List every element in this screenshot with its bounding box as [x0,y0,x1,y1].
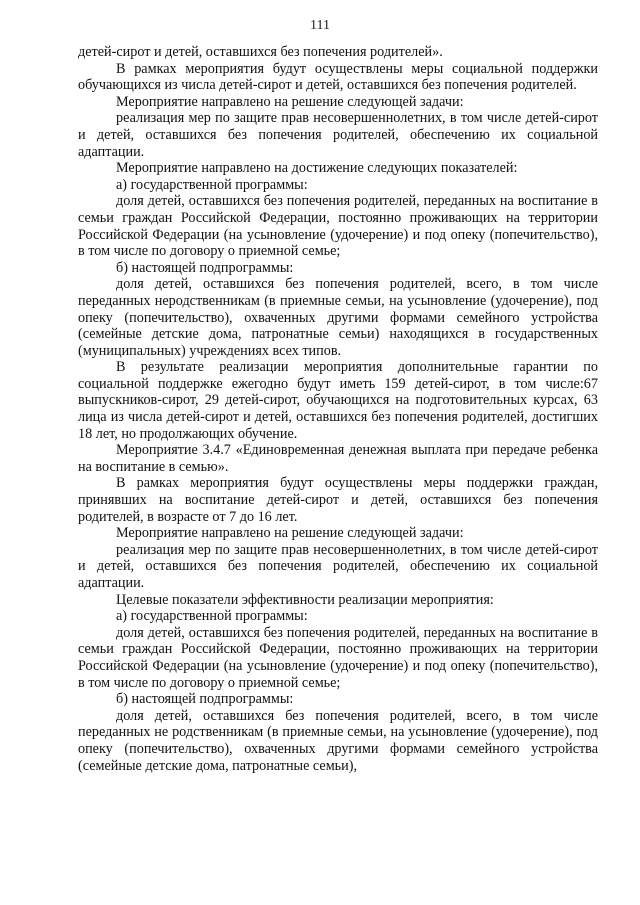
paragraph: В рамках мероприятия будут осуществлены меры поддержки граждан, принявших на воспитание детей-сирот и детей, оставшихся без попечения родителей, в возрасте от 7 до 16 лет. [78,475,598,525]
paragraph: В результате реализации мероприятия дополнительные гарантии по социальной поддержке ежегодно будут иметь 159 детей-сирот, в том числе:67 выпускников-сирот, 29 детей-сирот, обучающихся на подготовительных курсах, 63 лица из числа детей-сирот и детей, оставшихся без попечения родителей, достигших 18 лет, но продолжающих обучение. [78,359,598,442]
document-body [78,44,598,774]
paragraph: Мероприятие направлено на решение следующей задачи: [116,93,464,110]
paragraph: б) настоящей подпрограммы: [116,259,294,276]
paragraph: а) государственной программы: [116,608,308,625]
paragraph: В рамках мероприятия будут осуществлены меры социальной поддержки обучающихся из числа детей-сирот и детей, оставшихся без попечения родителей. [78,60,598,94]
paragraph: реализация мер по защите прав несовершеннолетних, в том числе детей-сирот и детей, оставшихся без попечения родителей, обеспечению их социальной адаптации. [78,541,598,591]
paragraph: доля детей, оставшихся без попечения родителей, всего, в том числе переданных неродственникам (в приемные семьи, на усыновление (удочерение), под опеку (попечительство), охваченных другими формами семейного устройства (семейные детские дома, патронатные семьи) находящихся в государственных (муниципальных) учреждениях всех типов. [78,276,598,359]
paragraph: детей-сирот и детей, оставшихся без попечения родителей». [78,44,443,60]
paragraph: а) государственной программы: [116,176,308,193]
paragraph: б) настоящей подпрограммы: [116,691,294,708]
paragraph: доля детей, оставшихся без попечения родителей, всего, в том числе переданных не родственникам (в приемные семьи, на усыновление (удочерение), под опеку (попечительство), охваченных другими формами семейного устройства (семейные детские дома, патронатные семьи), [78,707,598,774]
paragraph: Мероприятие 3.4.7 «Единовременная денежная выплата при передаче ребенка на воспитание в семью». [78,442,598,475]
paragraph: Мероприятие направлено на решение следующей задачи: [116,525,464,542]
paragraph: Мероприятие направлено на достижение следующих показателей: [116,160,518,177]
page-number: 111 [310,18,330,33]
paragraph: доля детей, оставшихся без попечения родителей, переданных на воспитание в семьи граждан Российской Федерации, постоянно проживающих на территории Российской Федерации (на усыновление (удочерение) и под опеку (попечительство), в том числе по договору о приемной семье; [78,624,598,691]
paragraph: реализация мер по защите прав несовершеннолетних, в том числе детей-сирот и детей, оставшихся без попечения родителей, обеспечению их социальной адаптации. [78,110,598,160]
paragraph: Целевые показатели эффективности реализации мероприятия: [116,591,494,608]
paragraph: доля детей, оставшихся без попечения родителей, переданных на воспитание в семьи граждан Российской Федерации, постоянно проживающих на территории Российской Федерации (на усыновление (удочерение) и под опеку (попечительство), в том числе по договору о приемной семье; [78,193,598,260]
